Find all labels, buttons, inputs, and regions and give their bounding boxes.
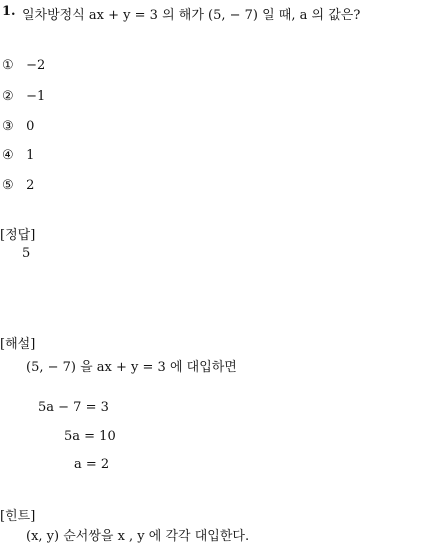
hint-label: [힌트] xyxy=(0,509,36,524)
question-text: 일차방정식 ax + y = 3 의 해가 (5, − 7) 일 때, a 의 값은? xyxy=(22,8,361,23)
explanation-label: [해설] xyxy=(0,337,36,352)
choice-item xyxy=(2,119,34,134)
choice-mark: ④ xyxy=(2,148,14,163)
choice-value: −1 xyxy=(26,89,46,104)
choice-item xyxy=(2,148,34,163)
choice-value: 2 xyxy=(26,178,35,193)
answer-label: [정답] xyxy=(0,228,36,243)
equation-line: a = 2 xyxy=(74,457,110,472)
question-number: 1. xyxy=(2,4,16,19)
explanation-text: (5, − 7) 을 ax + y = 3 에 대입하면 xyxy=(26,360,237,375)
choice-mark: ③ xyxy=(2,119,14,134)
choice-mark: ② xyxy=(2,89,14,104)
choice-mark: ① xyxy=(2,58,14,73)
choice-value: −2 xyxy=(26,58,46,73)
equation-line: 5a = 10 xyxy=(64,429,116,444)
choice-item xyxy=(2,178,34,193)
choice-item xyxy=(2,58,45,73)
answer-value: 5 xyxy=(22,246,31,261)
choice-mark: ⑤ xyxy=(2,178,14,193)
hint-text: (x, y) 순서쌍을 x , y 에 각각 대입한다. xyxy=(26,529,250,544)
choice-item xyxy=(2,89,45,104)
choice-value: 1 xyxy=(26,148,35,163)
choice-value: 0 xyxy=(26,119,35,134)
equation-line: 5a − 7 = 3 xyxy=(38,400,109,415)
